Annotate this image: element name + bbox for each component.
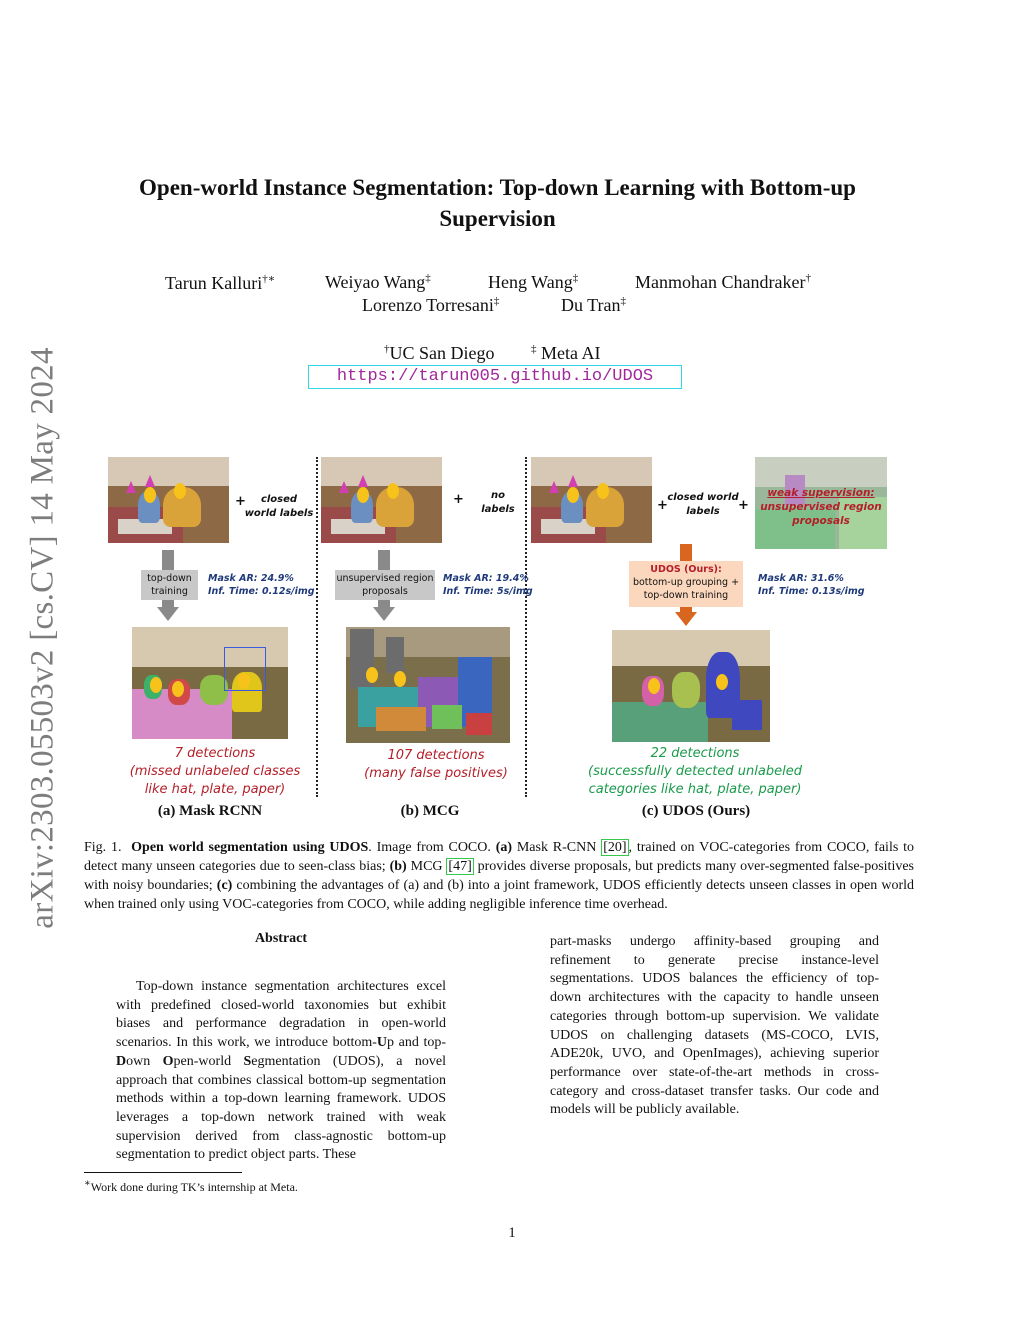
panel-c-detections [584,745,806,799]
weak-supervision-label: weak supervision: unsupervised region proposals [760,487,882,527]
detection-count: 7 detections [174,746,256,761]
affiliation-2: ‡ Meta AI [531,343,601,363]
panel-a-process-box: top-down training [141,570,198,600]
page-number: 1 [508,1225,516,1241]
plus-sign: + [738,498,749,513]
abstract-heading: Abstract [254,931,308,946]
down-arrow-head [373,607,395,621]
input-photo-b [321,457,442,543]
panel-b-process-box: unsupervised region proposals [335,570,435,600]
citation-link[interactable]: [20] [603,840,627,855]
detection-note: (missed unlabeled classes like hat, plate, paper) [129,764,301,797]
subcaption-c: (c) UDOS (Ours) [641,803,751,819]
author-6: Du Tran‡ [561,295,627,315]
panel-b-metrics: Mask AR: 19.4% Inf. Time: 5s/img [443,573,533,597]
detection-count: 107 detections [387,748,485,763]
panel-c-input-label: closed world labels [667,492,739,517]
plus-sign: + [657,498,668,513]
paper-title: Open-world Instance Segmentation: Top-down Learning with Bottom-up Supervision [139,175,856,231]
down-arrow [378,550,390,570]
subcaption-a: (a) Mask RCNN [157,803,263,819]
plus-sign: + [235,494,246,509]
down-arrow-head [675,612,697,626]
panel-c-metrics: Mask AR: 31.6% Inf. Time: 0.13s/img [758,573,865,597]
author-5: Lorenzo Torresani‡ [362,295,500,315]
panel-b-detections [336,747,536,783]
arxiv-side-label: arXiv:2303.05503v2 [cs.CV] 14 May 2024 [24,347,61,929]
project-url-link[interactable]: https://tarun005.github.io/UDOS [308,365,682,389]
citation-link[interactable]: [47] [448,859,472,874]
subcaption-b: (b) MCG [400,803,460,819]
author-1: Tarun Kalluri†∗ [165,273,276,293]
panel-b-input-label: no labels [481,490,515,515]
author-2: Weiyao Wang‡ [325,272,431,292]
panel-a-input-label: closed world labels [244,494,314,519]
figure-caption: Fig. 1. Open world segmentation using UDOS. Image from COCO. (a) Mask R-CNN [20] , trained on VOC-categories from COCO, fails to detect many unseen categories due to seen-class bias; (b) MCG [47] provides diverse proposals, but predicts many over-segmented false-positives with noisy boundaries; (c) combining the advantages of (a) and (b) into a joint framework, UDOS efficiently detects unseen classes in open world when trained only using VOC-categories from COCO, while adding negligible inference time overhead. [84,840,915,912]
result-image-b [346,627,510,743]
detection-note: (many false positives) [364,766,508,781]
abstract-right-column: part-masks undergo affinity-based grouping and refinement to generate precise instance-level segmentations. UDOS balances the efficiency of top-down architectures with the capacity to handle unseen categories through bottom-up supervision. We validate UDOS on challenging datasets (MS-COCO, LVIS, ADE20k, UVO, and OpenImages), achieving superior performance over state-of-the-art methods in cross-category and cross-dataset transfer tasks. Our code and models will be publicly available. [550,934,879,1118]
result-image-c [612,630,770,742]
detection-count: 22 detections [650,746,740,761]
footnote: ∗Work done during TK’s internship at Meta. [84,1178,298,1194]
down-arrow-head [157,607,179,621]
panel-a-detections [110,745,320,799]
panel-divider [525,457,527,797]
panel-c-process-box: UDOS (Ours): bottom-up grouping + top-down training [629,561,743,607]
panel-a-metrics: Mask AR: 24.9% Inf. Time: 0.12s/img [208,573,315,597]
affiliation-1: †UC San Diego [384,343,495,363]
author-4: Manmohan Chandraker† [635,272,811,292]
plus-sign: + [453,492,464,507]
input-photo-a [108,457,229,543]
down-arrow [680,544,692,562]
abstract-left-column: Top-down instance segmentation architectures excel with predefined closed-world taxonomies but exhibit biases and performance degradation in open-world scenarios. In this work, we introduce bottom-Up and top-Down Open-world Segmentation (UDOS), a novel approach that combines classical bottom-up segmentation methods within a top-down learning framework. UDOS leverages a top-down network trained with weak supervision derived from class-agnostic bottom-up segmentation to predict object parts. These [116,979,447,1163]
author-3: Heng Wang‡ [488,272,579,292]
result-image-a [132,627,288,739]
detection-note: (successfully detected unlabeled categories like hat, plate, paper) [588,764,802,797]
footnote-rule [84,1172,242,1173]
down-arrow [162,550,174,570]
input-photo-c [531,457,652,543]
